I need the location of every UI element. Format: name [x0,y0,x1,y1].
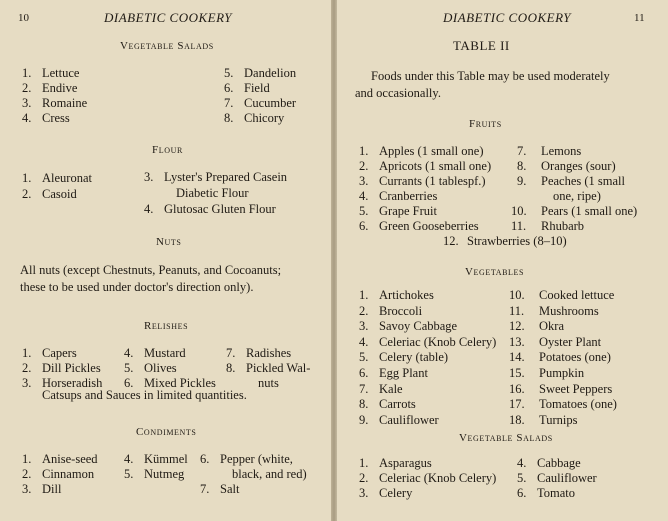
item-number: 4. [124,452,134,466]
item-number: 2. [359,159,369,173]
list-item [359,189,491,204]
section-heading-vegetable-salads: Vegetable Salads [459,432,553,444]
section-heading-relishes: Relishes [144,320,189,332]
page-number: 10 [18,12,29,24]
item-number: 6. [224,81,234,95]
list-item [359,288,496,304]
running-head: DIABETIC COOKERY [443,10,572,25]
item-label: Cooked lettuce [539,288,615,302]
list-item: 12. Strawberries (8–10) [443,234,567,248]
item-number: 3. [22,482,32,496]
item-number: 3. [22,96,32,110]
list-item: 11. Rhubarb [511,219,585,233]
vegetables-col2 [509,288,617,428]
item-label: Apples (1 small one) [379,144,484,158]
item-number: 12. [509,319,525,334]
list-item [22,452,98,467]
list-item [224,96,296,111]
item-number: 7. [359,381,369,396]
left-page [0,0,331,521]
list-item: 8. Oranges (sour) [517,159,616,173]
list-item [124,361,216,376]
item-label: Cinnamon [42,467,95,481]
list-item [224,81,296,96]
item-number: 3. [22,376,32,390]
item-label: Cucumber [244,96,297,110]
item-number: 10. [509,288,525,302]
item-label: Celery [379,486,413,500]
list-item: 6. Pepper (white, [200,452,293,466]
item-label: Nutmeg [144,467,185,481]
item-number: 9. [359,412,369,427]
vegetable-salads-col1 [359,456,496,501]
nuts-text-line2: these to be used under doctor's direction only). [20,280,254,294]
item-number: 1. [359,288,369,302]
item-label: Dandelion [244,66,297,80]
section-heading-vegetables: Vegetables [465,266,525,278]
list-item [509,335,617,351]
item-number: 2. [22,467,32,481]
list-item [224,66,296,81]
list-item [224,111,296,126]
item-number: 5. [124,467,134,481]
list-item [359,456,496,471]
list-item [359,486,496,501]
item-label: Savoy Cabbage [379,319,458,334]
flour-col1 [22,170,92,202]
item-number: 1. [22,346,32,360]
item-number: 4. [359,189,369,203]
list-item-continued: Diabetic Flour [176,186,249,200]
list-item [359,174,491,189]
list-item [359,471,496,486]
section-heading-nuts: Nuts [156,236,182,248]
list-item: 3. Lyster's Prepared Casein [144,170,288,184]
item-label: Oyster Plant [539,334,602,349]
item-number: 17. [509,397,525,412]
list-item [22,482,98,497]
item-label: Cauliflower [379,412,439,427]
list-item [359,144,491,159]
running-head: DIABETIC COOKERY [104,10,233,25]
item-number: 3. [359,319,369,334]
list-item-continued: black, and red) [232,467,307,481]
vegetable-salads-col2 [224,66,296,126]
item-label: Pumpkin [539,365,585,380]
item-number: 8. [359,397,369,412]
item-number: 8. [224,111,234,125]
list-item [359,350,496,366]
list-item [509,319,617,335]
list-item [124,346,216,361]
item-number: 13. [509,334,525,349]
list-item [359,319,496,335]
list-item [22,81,87,96]
vegetable-salads-col1 [22,66,87,126]
list-item [359,382,496,398]
list-item [124,452,188,467]
list-item: 10. Pears (1 small one) [511,204,638,218]
item-number: 5. [359,350,369,365]
item-label: Olives [144,361,177,375]
list-item [359,159,491,174]
item-label: Sweet Peppers [539,381,613,396]
list-item: 7. Lemons [517,144,582,158]
section-heading-condiments: Condiments [136,426,197,438]
table-title: TABLE II [453,38,510,53]
item-number: 2. [22,187,32,201]
list-item [22,66,87,81]
nuts-text-line1: All nuts (except Chestnuts, Peanuts, and Cocoanuts; [20,263,282,277]
page-number: 11 [634,12,645,24]
list-item [517,456,597,471]
list-item [359,413,496,429]
item-label: Endive [42,81,78,95]
item-number: 2. [359,303,369,318]
list-item [22,111,87,126]
item-label: Chicory [244,111,285,125]
item-label: Mixed Pickles [144,376,216,390]
item-label: Green Gooseberries [379,219,479,233]
item-label: Asparagus [379,456,432,470]
list-item [509,413,617,429]
item-label: Artichokes [379,288,434,302]
item-label: Romaine [42,96,88,110]
item-label: Broccoli [379,303,423,318]
list-item [509,288,617,304]
list-item: 9. Peaches (1 small [517,174,626,188]
item-label: Dill Pickles [42,361,101,375]
list-item: 4. Glutosac Gluten Flour [144,202,276,216]
item-label: Casoid [42,187,77,201]
item-number: 2. [22,81,32,95]
list-item [22,361,102,376]
list-item [359,204,491,219]
item-label: Lettuce [42,66,80,80]
list-item [22,186,92,202]
list-item [509,397,617,413]
item-label: Okra [539,319,564,334]
condiments-col1 [22,452,98,497]
item-number: 15. [509,365,525,380]
section-heading-vegetable-salads: Vegetable Salads [120,40,214,52]
item-number: 2. [22,361,32,375]
item-label: Anise-seed [42,452,98,466]
item-label: Mustard [144,346,186,360]
item-number: 1. [22,66,32,80]
list-item [359,219,491,234]
item-label: Horseradish [42,376,103,390]
item-number: 2. [359,471,369,485]
item-number: 4. [124,346,134,360]
item-label: Potatoes (one) [539,350,611,365]
item-label: Carrots [379,397,416,412]
item-number: 4. [517,456,527,470]
list-item [509,304,617,320]
list-item: 8. Pickled Wal- [226,361,311,375]
item-number: 5. [359,204,369,218]
item-label: Mushrooms [539,303,599,318]
section-heading-fruits: Fruits [469,118,502,130]
list-item [124,467,188,482]
relishes-col2 [124,346,216,391]
intro-text-line2: and occasionally. [355,86,441,100]
condiments-col2 [124,452,188,482]
item-label: Cress [42,111,70,125]
item-number: 3. [359,174,369,188]
item-number: 11. [509,303,525,318]
item-number: 3. [359,486,369,500]
item-label: Aleuronat [42,171,92,185]
list-item-continued: nuts [258,376,279,390]
list-item [509,350,617,366]
item-number: 7. [224,96,234,110]
item-number: 6. [359,365,369,380]
item-label: Grape Fruit [379,204,437,218]
item-label: Cabbage [537,456,581,470]
item-label: Egg Plant [379,365,428,380]
item-number: 4. [359,334,369,349]
list-item [359,335,496,351]
list-item [22,346,102,361]
list-item [509,366,617,382]
item-number: 5. [224,66,234,80]
item-number: 4. [22,111,32,125]
list-item [359,397,496,413]
list-item [22,96,87,111]
item-label: Capers [42,346,77,360]
item-number: 1. [22,171,32,185]
item-label: Apricots (1 small one) [379,159,492,173]
item-number: 16. [509,381,525,396]
intro-text-line1: Foods under this Table may be used moderately [371,69,610,83]
list-item-continued: one, ripe) [553,189,601,203]
item-number: 6. [517,486,527,500]
item-label: Cauliflower [537,471,597,485]
list-item [359,304,496,320]
item-number: 14. [509,350,525,365]
item-label: Celeriac (Knob Celery) [379,334,497,349]
item-label: Tomato [537,486,576,500]
list-item [22,170,92,186]
item-label: Cranberries [379,189,438,203]
list-item [22,467,98,482]
item-number: 6. [359,219,369,233]
item-label: Field [244,81,270,95]
fruits-col1 [359,144,491,234]
item-number: 6. [124,376,134,390]
item-number: 5. [124,361,134,375]
item-label: Kale [379,381,403,396]
item-number: 1. [359,144,369,158]
vegetables-col1 [359,288,496,428]
section-heading-flour: Flour [152,144,183,156]
list-item [509,382,617,398]
right-page [337,0,668,521]
item-label: Kümmel [144,452,188,466]
relishes-note: Catsups and Sauces in limited quantities. [42,388,247,402]
item-label: Celery (table) [379,350,449,365]
item-label: Turnips [539,412,578,427]
list-item [517,471,597,486]
item-label: Dill [42,482,62,496]
list-item: 7. Salt [200,482,240,496]
relishes-col1 [22,346,102,391]
list-item: 7. Radishes [226,346,292,360]
list-item [517,486,597,501]
vegetable-salads-col2 [517,456,597,501]
list-item [359,366,496,382]
item-number: 1. [359,456,369,470]
item-number: 18. [509,412,525,427]
item-label: Currants (1 tablespf.) [379,174,486,188]
item-number: 5. [517,471,527,485]
item-label: Tomatoes (one) [539,397,617,412]
item-number: 1. [22,452,32,466]
item-label: Celeriac (Knob Celery) [379,471,497,485]
